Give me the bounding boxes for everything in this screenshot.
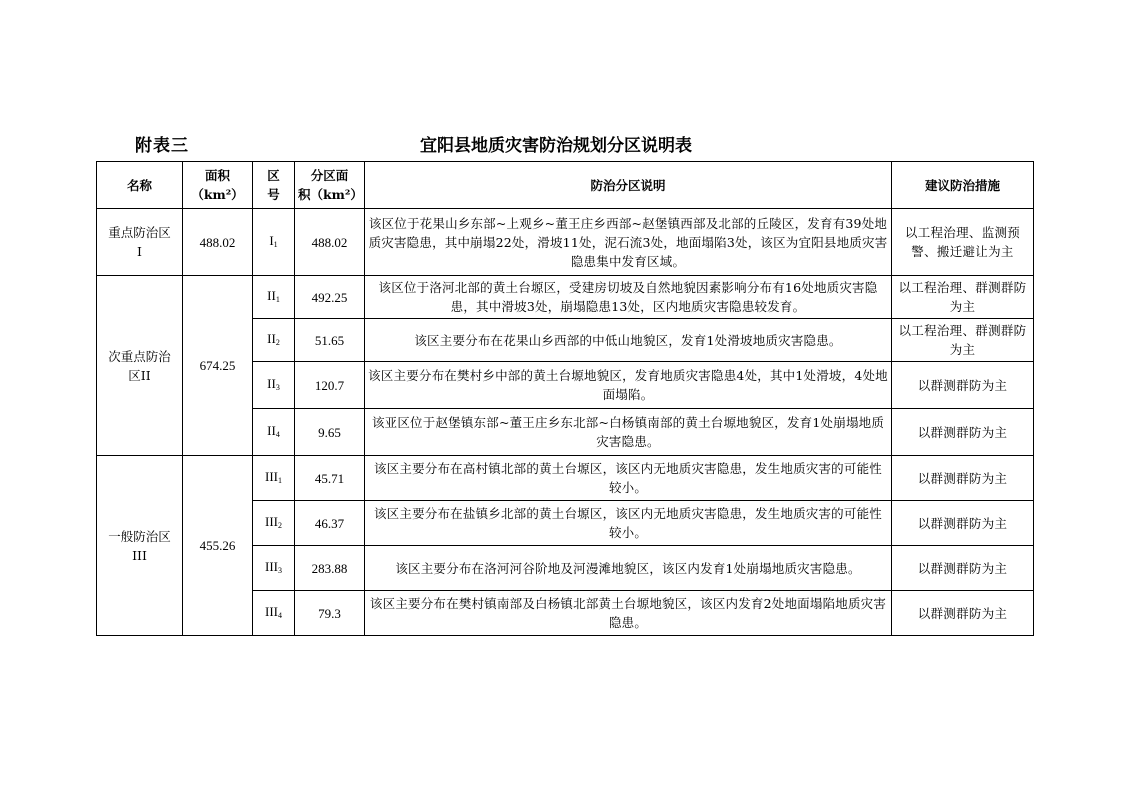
sub-area: 79.3 [295, 591, 365, 636]
zone-number-main: II [267, 375, 276, 391]
zone-number-sub: 4 [275, 429, 280, 439]
zone-number-main: II [267, 330, 276, 346]
zone-measures: 以群测群防为主 [892, 362, 1034, 409]
header-area [183, 162, 253, 209]
zone-number [253, 319, 295, 362]
zone-number-sub: 1 [275, 294, 280, 304]
zone-number-sub: 4 [278, 610, 282, 620]
zone-description: 该区主要分布在洛河河谷阶地及河漫滩地貌区，该区内发育1处崩塌地质灾害隐患。 [365, 546, 892, 591]
zone-description: 该亚区位于赵堡镇东部~董王庄乡东北部~白杨镇南部的黄土台塬地貌区，发育1处崩塌地质灾害隐患。 [365, 409, 892, 456]
header-area-label: 面积 [204, 168, 230, 183]
zone-number-sub: 1 [278, 475, 282, 485]
zone-number [253, 409, 295, 456]
zone-number [253, 209, 295, 276]
zone-measures: 以群测群防为主 [892, 456, 1034, 501]
header-zone-no: 区号 [253, 162, 295, 209]
zone-description: 该区主要分布在樊村镇南部及白杨镇北部黄土台塬地貌区，该区内发育2处地面塌陷地质灾害隐患。 [365, 591, 892, 636]
sub-area: 46.37 [295, 501, 365, 546]
group-name: 重点防治区I [97, 209, 183, 276]
zone-number-sub: 2 [278, 520, 282, 530]
zone-number-main: III [265, 558, 278, 574]
zone-number-main: I [269, 232, 274, 248]
zone-number-main: III [265, 603, 278, 619]
zone-number [253, 276, 295, 319]
zone-number-main: II [267, 422, 276, 438]
zone-number-sub: 3 [278, 565, 282, 575]
group-name: 次重点防治区II [97, 276, 183, 456]
zone-description: 该区位于花果山乡东部~上观乡~董王庄乡西部~赵堡镇西部及北部的丘陵区，发育有39处地质灾害隐患，其中崩塌22处，滑坡11处，泥石流3处，地面塌陷3处，该区为宜阳县地质灾害隐患集中发育区域。 [365, 209, 892, 276]
header-sub-area [295, 162, 365, 209]
zone-number-main: III [265, 513, 278, 529]
header-sub-area-unit: 积（km²） [298, 187, 363, 202]
zone-number-main: III [265, 468, 278, 484]
table-row [97, 456, 1034, 501]
sub-area: 51.65 [295, 319, 365, 362]
zone-description: 该区主要分布在樊村乡中部的黄土台塬地貌区，发育地质灾害隐患4处，其中1处滑坡，4处地面塌陷。 [365, 362, 892, 409]
table-row [97, 209, 1034, 276]
zone-measures: 以群测群防为主 [892, 501, 1034, 546]
sub-area: 120.7 [295, 362, 365, 409]
zone-number-main: II [267, 287, 276, 303]
sub-area: 488.02 [295, 209, 365, 276]
group-area: 674.25 [183, 276, 253, 456]
sub-area: 45.71 [295, 456, 365, 501]
zone-description: 该区位于洛河北部的黄土台塬区，受建房切坡及自然地貌因素影响分布有16处地质灾害隐患，其中滑坡3处，崩塌隐患13处，区内地质灾害隐患较发育。 [365, 276, 892, 319]
zone-number-sub: 1 [273, 239, 278, 249]
zone-number [253, 362, 295, 409]
header-measures: 建议防治措施 [892, 162, 1034, 209]
zone-number [253, 456, 295, 501]
group-area: 455.26 [183, 456, 253, 636]
zone-number [253, 501, 295, 546]
zone-description: 该区主要分布在高村镇北部的黄土台塬区，该区内无地质灾害隐患，发生地质灾害的可能性较小。 [365, 456, 892, 501]
sub-area: 492.25 [295, 276, 365, 319]
zone-number-sub: 2 [275, 337, 280, 347]
zone-number [253, 591, 295, 636]
zone-number-sub: 3 [275, 382, 280, 392]
zone-measures: 以工程治理、监测预警、搬迁避让为主 [892, 209, 1034, 276]
header-sub-area-label: 分区面 [310, 168, 349, 183]
zone-measures: 以工程治理、群测群防为主 [892, 319, 1034, 362]
sub-area: 283.88 [295, 546, 365, 591]
header-name: 名称 [97, 162, 183, 209]
group-area: 488.02 [183, 209, 253, 276]
zone-description: 该区主要分布在盐镇乡北部的黄土台塬区，该区内无地质灾害隐患，发生地质灾害的可能性较小。 [365, 501, 892, 546]
group-name: 一般防治区III [97, 456, 183, 636]
table-row [97, 276, 1034, 319]
zone-measures: 以群测群防为主 [892, 409, 1034, 456]
header-description: 防治分区说明 [365, 162, 892, 209]
page-title: 宜阳县地质灾害防治规划分区说明表 [420, 136, 692, 156]
header-area-unit: （km²） [191, 187, 244, 202]
zone-measures: 以工程治理、群测群防为主 [892, 276, 1034, 319]
zone-number [253, 546, 295, 591]
zoning-table [96, 161, 1034, 636]
sub-area: 9.65 [295, 409, 365, 456]
zone-description: 该区主要分布在花果山乡西部的中低山地貌区，发育1处滑坡地质灾害隐患。 [365, 319, 892, 362]
zone-measures: 以群测群防为主 [892, 546, 1034, 591]
appendix-label: 附表三 [135, 136, 189, 156]
zone-measures: 以群测群防为主 [892, 591, 1034, 636]
